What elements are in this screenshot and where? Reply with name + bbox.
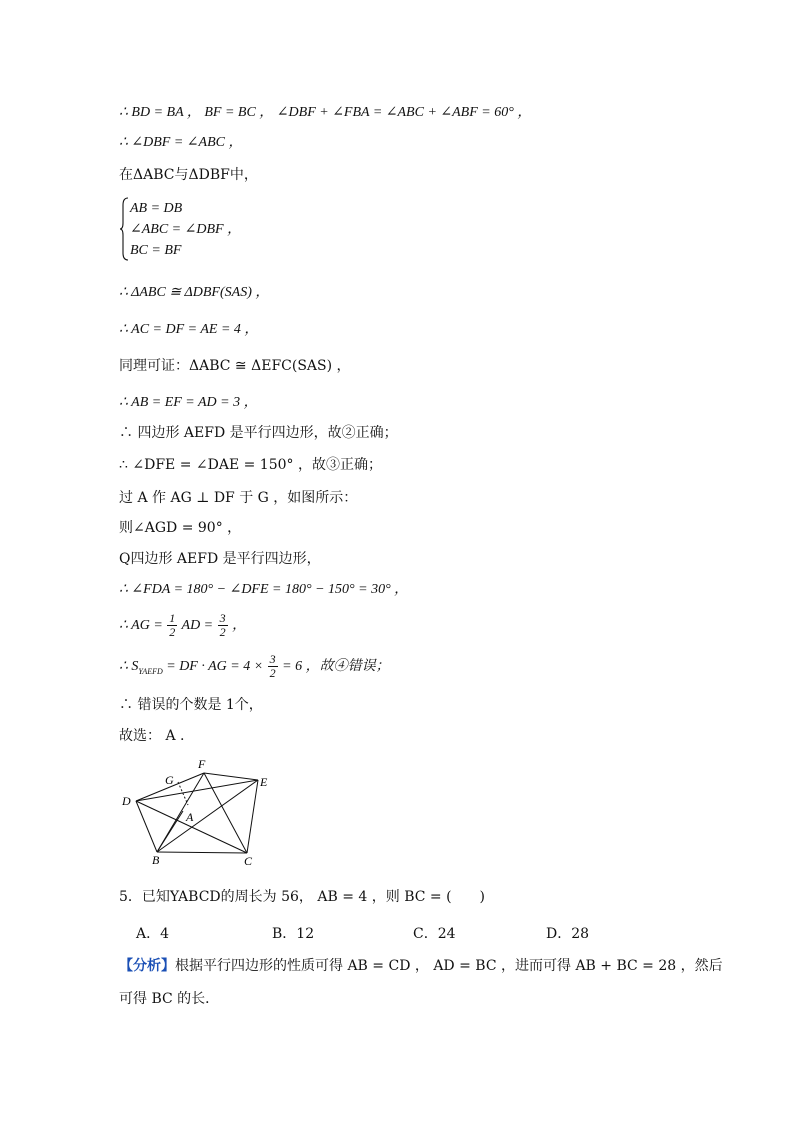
text-line: ∴ 错误的个数是 1个， bbox=[119, 697, 263, 713]
text-line: ∴ 四边形 AEFD 是平行四边形，故②正确； bbox=[119, 425, 398, 441]
ag-equation: ∴ AG = $\frac{1}{2}$ AD = $\frac{3}{2}$ ， bbox=[119, 611, 247, 640]
system-row: BC = BF bbox=[130, 243, 182, 258]
system-row: AB = DB bbox=[130, 201, 183, 216]
option-d: D．28 bbox=[546, 926, 590, 942]
analysis-line-2: 可得 BC 的长． bbox=[119, 991, 220, 1007]
label-A: A bbox=[186, 810, 194, 824]
label-B: B bbox=[152, 853, 160, 867]
option-a: A．4 bbox=[136, 926, 170, 942]
text-line: ∴ AC = DF = AE = 4 ， bbox=[119, 322, 259, 337]
geometry-figure bbox=[110, 754, 310, 870]
text-line: ∴ ΔABC ≅ ΔDBF(SAS) ， bbox=[119, 285, 270, 300]
label-G: G bbox=[165, 773, 174, 787]
option-c: C．24 bbox=[413, 926, 456, 942]
text-line: ∴ BD = BA ， BF = BC ， ∠DBF + ∠FBA = ∠ABC + ∠ABF = 60° ， bbox=[119, 105, 532, 120]
area-equation: ∴ $S_{YAEFD}$ = DF · AG = 4 × $\frac{3}{2}$ = 6 ，故④错误； bbox=[119, 652, 390, 681]
label-E: E bbox=[260, 775, 268, 789]
answer-line: 故选： A . bbox=[119, 728, 185, 744]
question-5: 5．已知YABCD的周长为 56， AB = 4 ，则 BC = ( ) bbox=[119, 889, 486, 905]
system-row: ∠ABC = ∠DBF ， bbox=[130, 222, 242, 237]
label-C: C bbox=[244, 854, 253, 868]
analysis-line: 【分析】根据平行四边形的性质可得 AB = CD ， AD = BC ，进而可得 AB + BC = 28 ，然后 bbox=[119, 958, 723, 974]
analysis-tag: 【分析】 bbox=[119, 958, 175, 974]
text-line: 则∠AGD = 90° ， bbox=[119, 520, 242, 536]
fraction: $\frac{3}{2}$ bbox=[219, 611, 226, 640]
text-line: ∴ ∠DBF = ∠ABC ， bbox=[119, 135, 243, 150]
text-line: Q四边形 AEFD 是平行四边形， bbox=[119, 551, 321, 567]
label-D: D bbox=[122, 794, 131, 808]
fraction: $\frac{1}{2}$ bbox=[169, 611, 176, 640]
text-line: ∴ ∠FDA = 180° − ∠DFE = 180° − 150° = 30° ， bbox=[119, 582, 409, 597]
fraction: $\frac{3}{2}$ bbox=[269, 652, 276, 681]
label-F: F bbox=[198, 757, 206, 771]
text-line: 过 A 作 AG ⊥ DF 于 G ，如图所示： bbox=[119, 490, 358, 506]
system-brace bbox=[119, 197, 129, 261]
text-line: ∴ AB = EF = AD = 3 ， bbox=[119, 395, 258, 410]
text-line: ∴ ∠DFE = ∠DAE = 150° ，故③正确； bbox=[119, 457, 382, 473]
text-line: 在ΔABC与ΔDBF中， bbox=[119, 167, 258, 183]
option-b: B．12 bbox=[272, 926, 315, 942]
text-line: 同理可证：ΔABC ≅ ΔEFC(SAS) ， bbox=[119, 358, 351, 374]
